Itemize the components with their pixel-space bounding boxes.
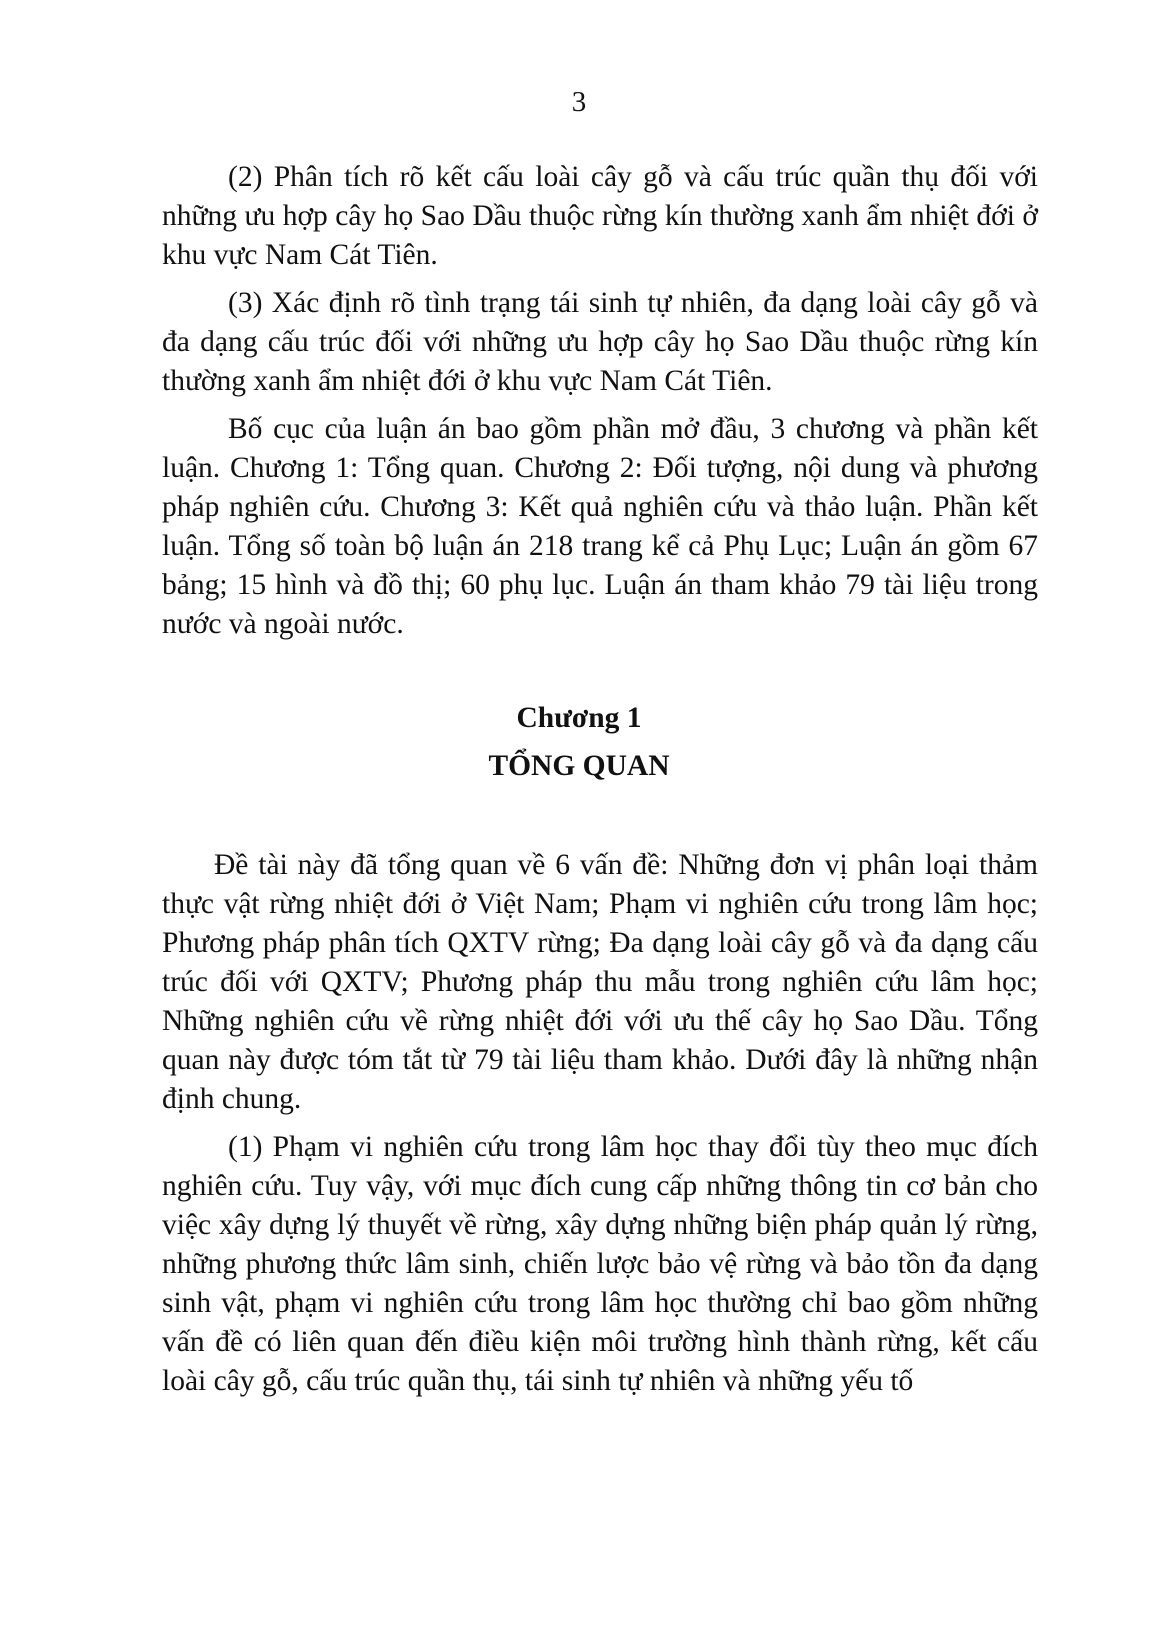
paragraph-objective-2: (2) Phân tích rõ kết cấu loài cây gỗ và cấu trúc quần thụ đối với những ưu hợp cây họ Sao Dầu thuộc rừng kín thường xanh ẩm nhiệt đới ở khu vực Nam Cát Tiên. bbox=[162, 161, 1038, 271]
paragraph-scope: (1) Phạm vi nghiên cứu trong lâm học thay đổi tùy theo mục đích nghiên cứu. Tuy vậy, với mục đích cung cấp những thông tin cơ bản cho việc xây dựng lý thuyết về rừng, xây dựng những biện pháp quản lý rừng, những phương thức lâm sinh, chiến lược bảo vệ rừng và bảo tồn đa dạng sinh vật, phạm vi nghiên cứu trong lâm học thường chỉ bao gồm những vấn đề có liên quan đến điều kiện môi trường hình thành rừng, kết cấu loài cây gỗ, cấu trúc quần thụ, tái sinh tự nhiên và những yếu tố bbox=[162, 1131, 1038, 1397]
chapter-section bbox=[162, 846, 1038, 1401]
intro-section bbox=[162, 158, 1038, 644]
paragraph-thesis-structure: Bố cục của luận án bao gồm phần mở đầu, 3 chương và phần kết luận. Chương 1: Tổng quan. Chương 2: Đối tượng, nội dung và phương pháp nghiên cứu. Chương 3: Kết quả nghiên cứu và thảo luận. Phần kết luận. Tổng số toàn bộ luận án 218 trang kể cả Phụ Lục; Luận án gồm 67 bảng; 15 hình và đồ thị; 60 phụ lục. Luận án tham khảo 79 tài liệu trong nước và ngoài nước. bbox=[162, 413, 1038, 640]
chapter-label: Chương 1 bbox=[516, 702, 642, 734]
page-number: 3 bbox=[571, 86, 587, 118]
paragraph-objective-3: (3) Xác định rõ tình trạng tái sinh tự nhiên, đa dạng loài cây gỗ và đa dạng cấu trúc đối với những ưu hợp cây họ Sao Dầu thuộc rừng kín thường xanh ẩm nhiệt đới ở khu vực Nam Cát Tiên. bbox=[162, 287, 1038, 397]
chapter-title: TỔNG QUAN bbox=[488, 750, 670, 782]
paragraph-overview: Đề tài này đã tổng quan về 6 vấn đề: Những đơn vị phân loại thảm thực vật rừng nhiệt đới ở Việt Nam; Phạm vi nghiên cứu trong lâm học; Phương pháp phân tích QXTV rừng; Đa dạng loài cây gỗ và đa dạng cấu trúc đối với QXTV; Phương pháp thu mẫu trong nghiên cứu lâm học; Những nghiên cứu về rừng nhiệt đới với ưu thế cây họ Sao Dầu. Tổng quan này được tóm tắt từ 79 tài liệu tham khảo. Dưới đây là những nhận định chung. bbox=[162, 849, 1038, 1115]
